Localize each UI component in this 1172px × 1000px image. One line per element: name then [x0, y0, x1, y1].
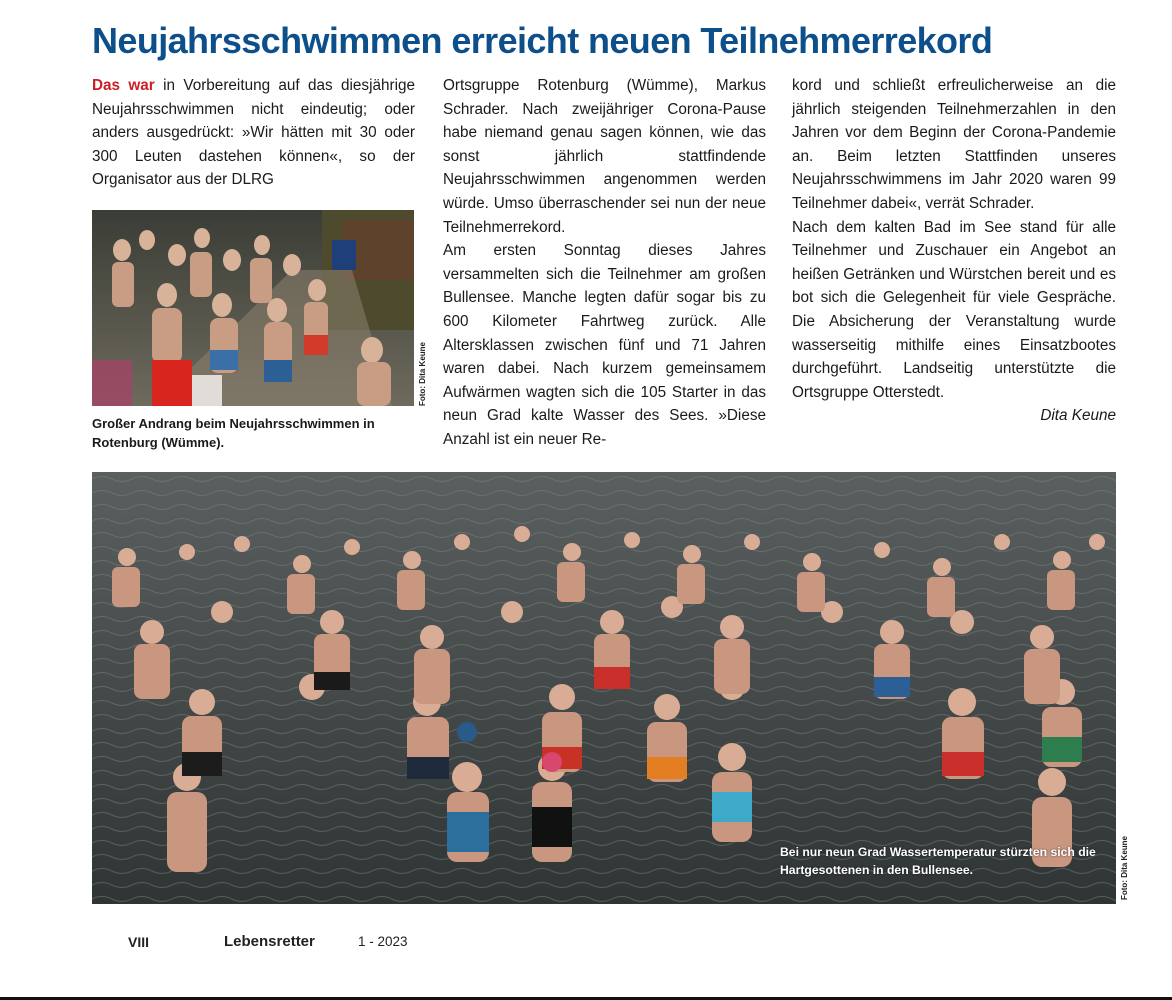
lead-in: Das war: [92, 77, 155, 94]
article-column-2: [443, 74, 766, 452]
photo2-credit: Foto: Dita Keune: [1120, 836, 1129, 900]
paragraph-2b: Am ersten Sonntag dieses Jahres versammelten sich die Teilnehmer am großen Bullensee. Manche legten dafür sogar bis zu 600 Kilometer Fahrtweg zurück. Alle Altersklassen zwischen fünf und 71 Jahren waren dabei. Nach kurzem gemeinsamem Aufwärmen wagten sich die 105 Starter in das neun Grad kalte Wasser des Sees. »Diese Anzahl ist ein neuer Re-: [443, 242, 766, 448]
crowd-photo-graphic: [92, 210, 414, 406]
footer-page-number: VIII: [128, 934, 150, 950]
paragraph-2a: Ortsgruppe Rotenburg (Wümme), Markus Schrader. Nach zweijähriger Corona-Pause habe niemand genau sagen können, wie das sonst jährlich stattfindende Neujahrsschwimmen angenommen werden würde. Umso überraschender sei nun der neue Teilnehmerrekord.: [443, 77, 766, 236]
photo2-caption: Bei nur neun Grad Wassertemperatur stürzten sich die Hartgesottenen in den Bullensee.: [780, 845, 1096, 877]
photo1-caption: Großer Andrang beim Neujahrsschwimmen in Rotenburg (Wümme).: [92, 416, 375, 450]
photo-crowd-walkway: [92, 210, 414, 406]
photo1-credit: Foto: Dita Keune: [418, 342, 427, 406]
swimmers-photo-graphic: [92, 472, 1116, 904]
photo-swimmers-lake: [92, 472, 1116, 904]
author-signature: Dita Keune: [1040, 407, 1116, 425]
lead-text: in Vorbereitung auf das diesjährige Neujahrsschwimmen nicht eindeutig; oder anders ausgedrückt: »Wir hätten mit 30 oder 300 Leuten dastehen können«, so der Organisator aus der DLRG: [92, 77, 415, 189]
article-column-3: [792, 74, 1116, 428]
article-column-1: [92, 74, 415, 192]
paragraph-3b: Nach dem kalten Bad im See stand für alle Teilnehmer und Zuschauer ein Angebot an heißen Getränken und Würstchen bereit und es bot sich die Gelegenheit für viele Gespräche. Die Absicherung der Veranstaltung wurde wasserseitig mithilfe eines Einsatzbootes durchgeführt. Landseitig unterstützte die Ortsgruppe Otterstedt.: [792, 218, 1116, 401]
footer-magazine-name: Lebensretter: [224, 933, 315, 950]
paragraph-lead: [92, 74, 415, 192]
paragraph-3a: kord und schließt erfreulicherweise an die jährlich steigenden Teilnehmerzahlen in den Jahren vor dem Beginn der Corona-Pandemie an. Beim letzten Stattfinden unseres Neujahrsschwimmens im Jahr 2020 waren 99 Teilnehmer dabei«, verrät Schrader.: [792, 77, 1116, 212]
article-headline: Neujahrsschwimmen erreicht neuen Teilnehmerrekord: [92, 20, 993, 61]
footer-issue: 1 - 2023: [358, 934, 408, 949]
